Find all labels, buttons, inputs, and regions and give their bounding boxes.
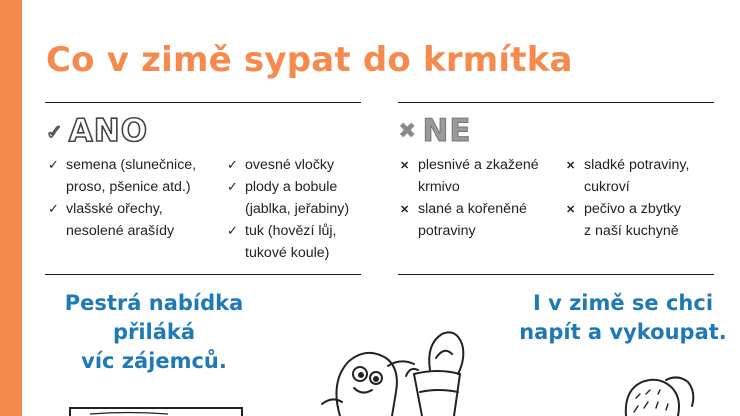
bird-with-bucket-illustration bbox=[318, 322, 488, 416]
list-item-line: plody a bobule bbox=[245, 179, 338, 195]
cross-icon: ✕ bbox=[566, 204, 576, 216]
promo-line: napít a vykoupat. bbox=[519, 320, 727, 344]
list-item bbox=[48, 154, 223, 198]
list-item-line: (jablka, jeřabiny) bbox=[245, 201, 350, 217]
list-item-line: proso, pšenice atd.) bbox=[66, 179, 191, 195]
list-item-line: ovesné vločky bbox=[245, 157, 335, 173]
check-icon: ✓ bbox=[48, 157, 59, 172]
list-item bbox=[227, 220, 367, 264]
list-item-line: plesnivé a zkažené bbox=[418, 157, 539, 173]
no-heading-label: NE bbox=[422, 113, 472, 149]
orange-side-bar bbox=[0, 0, 22, 416]
promo-water bbox=[505, 289, 740, 347]
promo-line: víc zájemců. bbox=[81, 349, 227, 373]
page-title: Co v zimě sypat do krmítka bbox=[46, 40, 573, 80]
list-item bbox=[566, 198, 726, 242]
list-item-line: vlašské ořechy, bbox=[66, 201, 163, 217]
promo-line: I v zimě se chci bbox=[532, 291, 714, 315]
check-icon: ✓ bbox=[227, 157, 238, 172]
list-item-line: cukroví bbox=[584, 179, 630, 195]
yes-heading bbox=[46, 113, 149, 149]
no-list-col1 bbox=[400, 154, 565, 242]
list-item bbox=[227, 154, 367, 176]
feeder-sign-illustration bbox=[68, 403, 244, 416]
list-item-line: krmivo bbox=[418, 179, 460, 195]
no-heading bbox=[398, 113, 472, 149]
cross-icon: ✕ bbox=[400, 160, 410, 172]
check-icon: ✓ bbox=[227, 223, 238, 238]
list-item-line: tuk (hovězí lůj, bbox=[245, 223, 337, 239]
yes-list-col2 bbox=[227, 154, 367, 264]
list-item bbox=[566, 154, 726, 198]
promo-variety bbox=[48, 289, 260, 376]
divider-yes-bottom bbox=[45, 274, 361, 275]
cross-icon: ✖ bbox=[398, 118, 417, 144]
list-item bbox=[400, 154, 565, 198]
cross-icon: ✕ bbox=[400, 204, 410, 216]
list-item-line: potraviny bbox=[418, 223, 476, 239]
bird-bath-illustration bbox=[616, 372, 700, 416]
list-item-line: nesolené arašídy bbox=[66, 223, 175, 239]
list-item-line: pečivo a zbytky bbox=[584, 201, 681, 217]
promo-line: přiláká bbox=[112, 320, 196, 344]
list-item-line: z naší kuchyně bbox=[584, 223, 679, 239]
yes-list-col1 bbox=[48, 154, 223, 242]
yes-heading-label: ANO bbox=[68, 113, 149, 149]
check-icon: ✓ bbox=[227, 179, 238, 194]
check-icon: ✓ bbox=[48, 201, 59, 216]
no-list-col2 bbox=[566, 154, 726, 242]
list-item bbox=[227, 176, 367, 220]
list-item-line: semena (slunečnice, bbox=[66, 157, 197, 173]
list-item bbox=[48, 198, 223, 242]
cross-icon: ✕ bbox=[566, 160, 576, 172]
divider-no-bottom bbox=[398, 274, 714, 275]
list-item-line: slané a kořeněné bbox=[418, 201, 527, 217]
promo-line: Pestrá nabídka bbox=[64, 291, 244, 315]
list-item-line: tukové koule) bbox=[245, 245, 330, 261]
list-item bbox=[400, 198, 565, 242]
divider-no-top bbox=[398, 102, 714, 103]
divider-yes-top bbox=[45, 102, 361, 103]
list-item-line: sladké potraviny, bbox=[584, 157, 690, 173]
check-icon: ✓ bbox=[46, 119, 63, 144]
